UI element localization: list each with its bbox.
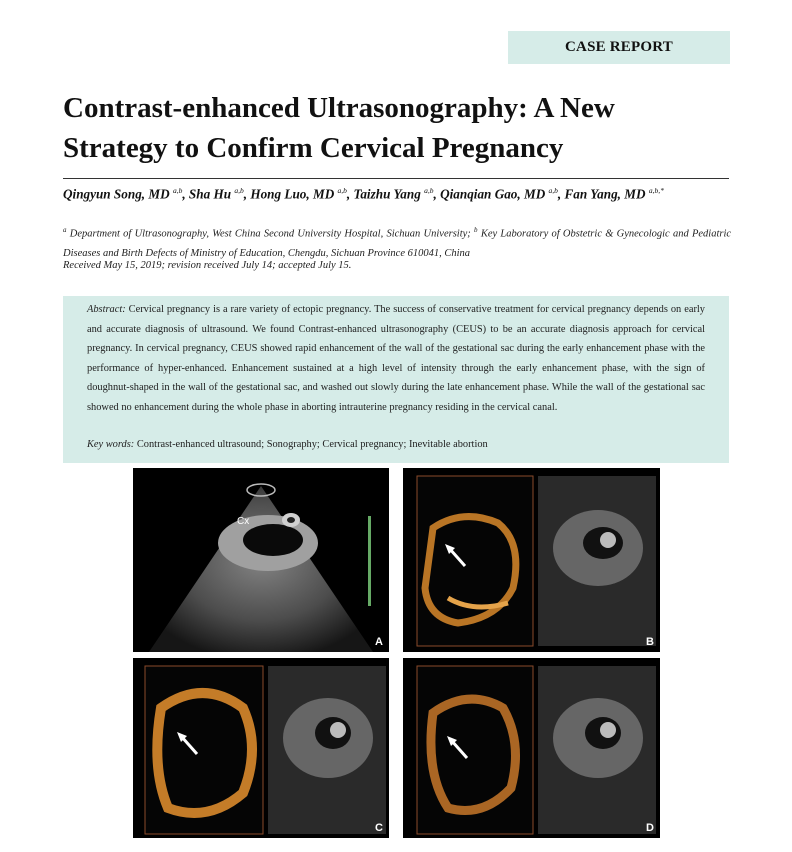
title-divider <box>63 178 729 179</box>
author-name: Fan Yang, MD <box>564 186 646 202</box>
author-name: Sha Hu <box>188 186 232 202</box>
author-list: Qingyun Song, MD $^{a,b}$, Sha Hu $^{a,b}$, Hong Luo, MD $^{a,b}$, Taizhu Yang $^{a,b}$, Qianqian Gao, MD $^{a,b}$, Fan Yang, MD $^{a,b,*}$ <box>63 186 664 202</box>
author-name: Taizhu Yang <box>353 186 421 202</box>
figure-panel-a <box>133 468 389 652</box>
article-title <box>63 88 733 168</box>
grayscale-ultrasound-image <box>133 468 389 652</box>
panel-label: C <box>375 822 383 834</box>
figure-panel-b <box>403 468 660 652</box>
affiliation-b: Key Laboratory of Obstetric & Gynecologic and Pediatric Diseases and Birth Defects of Ministry of Education, Chengdu, Sichuan Province 610041, China <box>63 228 732 259</box>
title-line-1: Contrast-enhanced Ultrasonography: A New <box>63 92 615 124</box>
author-affil-sup: a,b <box>424 186 434 195</box>
title-line-2: Strategy to Confirm Cervical Pregnancy <box>63 132 564 164</box>
abstract-box <box>63 296 729 463</box>
author-affil-sup: a,b <box>337 186 347 195</box>
contrast-ultrasound-image <box>403 658 660 838</box>
keywords-label: Key words: <box>87 439 135 450</box>
received-dates: Received May 15, 2019; revision received July 14; accepted July 15. <box>63 260 352 271</box>
abstract-text <box>87 300 705 417</box>
ultrasound-figure <box>133 468 660 844</box>
cervix-annotation: Cx <box>237 516 250 527</box>
abstract-body: Cervical pregnancy is a rare variety of ectopic pregnancy. The success of conservative treatment for cervical pregnancy depends on early and accurate diagnosis of ultrasound. We found Contrast-enhanced ultrasonography (CEUS) to be an accurate diagnosis approach for cervical pregnancy. In cervical pregnancy, CEUS showed rapid enhancement of the wall of the gestational sac during the early enhancement phase with the performance of hyper-enhanced. Enhancement sustained at a high level of intensity through the early enhancement phase, with the sign of doughnut-shaped in the wall of the gestational sac, and washed out slowly during the late enhancement phase. While the wall of the gestational sac showed no enhancement during the whole phase in aborting intrauterine pregnancy residing in the cervical canal. <box>87 304 705 413</box>
case-report-badge: CASE REPORT <box>508 31 730 64</box>
author-name: Qianqian Gao, MD <box>440 186 546 202</box>
affiliation-a: Department of Ultrasonography, West China Second University Hospital, Sichuan University; <box>69 228 471 240</box>
panel-label: B <box>646 636 654 648</box>
contrast-ultrasound-image <box>133 658 389 838</box>
abstract-label: Abstract: <box>87 304 126 315</box>
author-affil-sup: a,b,* <box>648 186 664 195</box>
panel-label: D <box>646 822 654 834</box>
contrast-ultrasound-image <box>403 468 660 652</box>
keywords <box>87 439 488 450</box>
panel-label: A <box>375 636 383 648</box>
author-affil-sup: a,b <box>548 186 558 195</box>
figure-panel-c <box>133 658 389 838</box>
author-name: Hong Luo, MD <box>250 186 335 202</box>
figure-panel-d <box>403 658 660 838</box>
affiliations: $^a$ Department of Ultrasonography, West China Second University Hospital, Sichuan University; $^b$ Key Laboratory of Obstetric & Gynecologic and Pediatric Diseases and Birth Defects of Ministry of Education, Chengdu, Sichuan Province 610041, China <box>63 226 732 259</box>
author-affil-sup: a,b <box>234 186 244 195</box>
author-affil-sup: a,b <box>172 186 183 195</box>
keywords-list: Contrast-enhanced ultrasound; Sonography; Cervical pregnancy; Inevitable abortion <box>136 439 488 450</box>
author-name: Qingyun Song, MD <box>63 186 170 202</box>
